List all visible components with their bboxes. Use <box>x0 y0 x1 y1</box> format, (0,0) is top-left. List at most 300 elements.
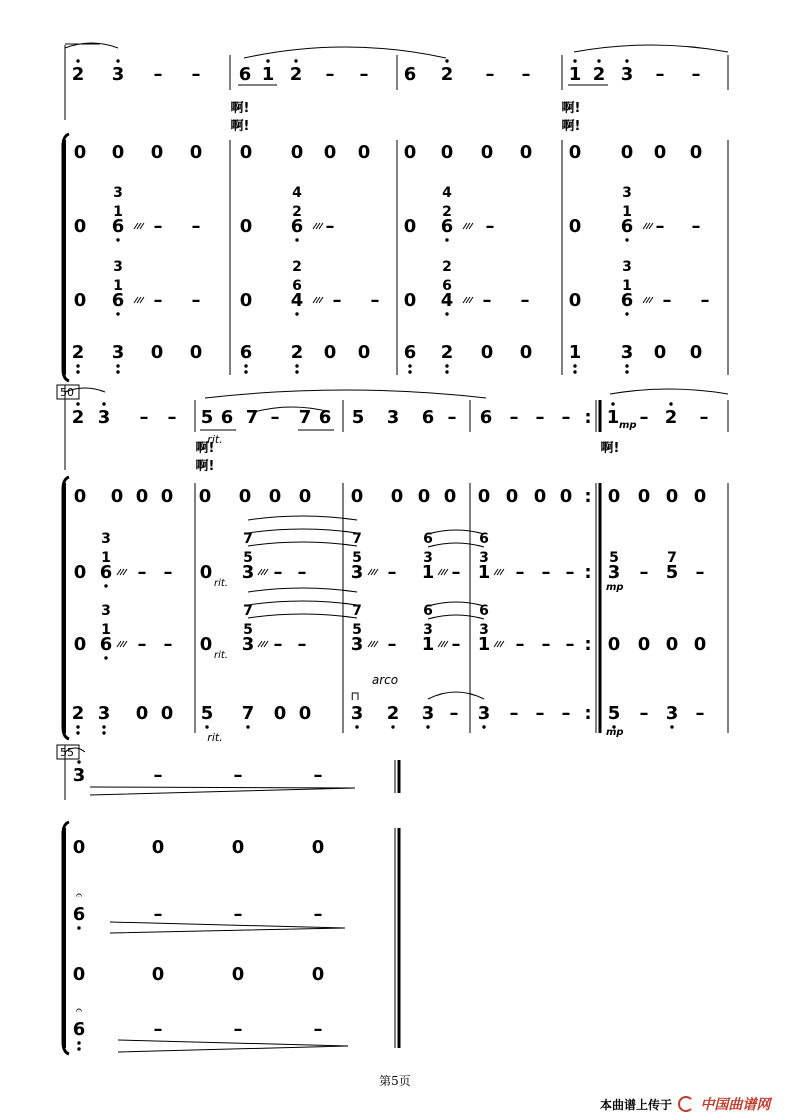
note: 6 <box>72 1019 86 1040</box>
credit-site-name[interactable]: 中国曲谱网 <box>700 1097 771 1113</box>
text: – <box>695 703 705 724</box>
note: 6 <box>72 904 86 925</box>
rest: 0 <box>111 142 125 163</box>
text: – <box>191 64 201 85</box>
text: – <box>655 64 665 85</box>
chord-note: 3 <box>423 550 433 566</box>
high-octave-dot <box>76 59 79 62</box>
chord-note: 6 <box>292 278 302 294</box>
chord-note: 5 <box>609 550 619 566</box>
rest: 0 <box>72 964 86 985</box>
chord-note: 2 <box>442 259 452 275</box>
note: 1 <box>477 562 491 583</box>
low-octave-dot <box>482 725 485 728</box>
chord-note: 2 <box>292 259 302 275</box>
text: – <box>691 216 701 237</box>
page-number: 第5页 <box>379 1074 411 1088</box>
lyric: 啊! <box>600 441 620 456</box>
high-octave-dot <box>266 59 269 62</box>
note: 3 <box>620 342 634 363</box>
rest: 0 <box>480 142 494 163</box>
text: – <box>359 64 369 85</box>
chord-note: 3 <box>622 185 632 201</box>
text: – <box>515 634 525 655</box>
tie <box>248 529 357 533</box>
note: 5 <box>351 407 365 428</box>
low-octave-dot <box>244 364 247 367</box>
note: 2 <box>71 407 85 428</box>
rest: 0 <box>268 486 282 507</box>
chord-note: 6 <box>423 603 433 619</box>
rest: 0 <box>693 634 707 655</box>
note: 2 <box>440 342 454 363</box>
rest: 0 <box>72 837 86 858</box>
low-octave-dot <box>116 370 119 373</box>
low-octave-dot <box>104 584 107 587</box>
text: – <box>270 407 280 428</box>
chord-note: 4 <box>442 185 452 201</box>
slur <box>244 47 446 58</box>
note: 2 <box>289 64 303 85</box>
rest: 0 <box>443 486 457 507</box>
note: 1 <box>261 64 275 85</box>
low-octave-dot <box>445 238 448 241</box>
chord-note: 1 <box>622 204 632 220</box>
down-bow-mark: ⊓ <box>350 689 360 703</box>
low-octave-dot <box>295 364 298 367</box>
rest: 0 <box>505 486 519 507</box>
high-octave-dot <box>611 402 614 405</box>
low-octave-dot <box>625 370 628 373</box>
repeat-dots: : <box>584 703 592 724</box>
note: 1 <box>568 342 582 363</box>
rest: 0 <box>519 142 533 163</box>
note: 6 <box>220 407 234 428</box>
note: 1 <box>568 64 582 85</box>
text: – <box>485 64 495 85</box>
measure-number: 55 <box>60 746 74 759</box>
text: – <box>137 562 147 583</box>
note: 6 <box>620 290 634 311</box>
chord-note: 4 <box>292 185 302 201</box>
tie <box>428 615 484 619</box>
low-octave-dot <box>408 364 411 367</box>
text: – <box>509 407 519 428</box>
note: 2 <box>440 64 454 85</box>
rest: 0 <box>110 486 124 507</box>
rit-marking: rit. <box>207 731 223 744</box>
low-octave-dot <box>426 725 429 728</box>
rest: 0 <box>189 142 203 163</box>
high-octave-dot <box>445 59 448 62</box>
upload-credit <box>600 1094 770 1114</box>
note: 1 <box>421 562 435 583</box>
tie <box>248 542 357 546</box>
rest: 0 <box>198 486 212 507</box>
rest: 0 <box>311 964 325 985</box>
low-octave-dot <box>408 370 411 373</box>
rest: 0 <box>273 703 287 724</box>
chord-note: 1 <box>101 622 111 638</box>
tie <box>428 530 484 534</box>
note: 3 <box>350 634 364 655</box>
note: 6 <box>403 342 417 363</box>
chord-note: 7 <box>243 603 253 619</box>
high-octave-dot <box>669 402 672 405</box>
text: – <box>535 407 545 428</box>
note: 6 <box>239 342 253 363</box>
note: 1 <box>606 407 620 428</box>
text: – <box>233 1019 243 1040</box>
lyric: 啊! <box>230 101 250 116</box>
rest: 0 <box>519 342 533 363</box>
diminuendo-hairpin <box>118 1040 348 1052</box>
text: – <box>387 562 397 583</box>
dynamic-mp: mp <box>606 582 624 593</box>
low-octave-dot <box>116 312 119 315</box>
text: – <box>449 703 459 724</box>
low-octave-dot <box>77 926 80 929</box>
rest: 0 <box>390 486 404 507</box>
rest: 0 <box>653 142 667 163</box>
text: – <box>695 562 705 583</box>
rest: 0 <box>231 964 245 985</box>
note: 4 <box>290 290 304 311</box>
note: 6 <box>111 290 125 311</box>
note: 3 <box>607 562 621 583</box>
low-octave-dot <box>77 1047 80 1050</box>
chord-note: 3 <box>479 550 489 566</box>
high-octave-dot <box>294 59 297 62</box>
text: – <box>639 562 649 583</box>
text: – <box>167 407 177 428</box>
repeat-dots: : <box>584 562 592 583</box>
rest: 0 <box>357 342 371 363</box>
rest: 0 <box>357 142 371 163</box>
low-octave-dot <box>445 370 448 373</box>
rest: 0 <box>160 486 174 507</box>
text: – <box>325 64 335 85</box>
note: 3 <box>97 407 111 428</box>
rest: 0 <box>290 142 304 163</box>
diminuendo-hairpin <box>110 922 345 933</box>
rest: 0 <box>73 216 87 237</box>
text: – <box>297 562 307 583</box>
rest: 0 <box>73 486 87 507</box>
low-octave-dot <box>391 725 394 728</box>
rest: 0 <box>323 342 337 363</box>
low-octave-dot <box>445 312 448 315</box>
text: – <box>313 765 323 786</box>
rest: 0 <box>150 142 164 163</box>
text: – <box>153 1019 163 1040</box>
rest: 0 <box>160 703 174 724</box>
note: 1 <box>421 634 435 655</box>
note: 5 <box>665 562 679 583</box>
note: 3 <box>477 703 491 724</box>
rest: 0 <box>607 486 621 507</box>
low-octave-dot <box>573 370 576 373</box>
text: – <box>485 216 495 237</box>
note: 6 <box>440 216 454 237</box>
rest: 0 <box>73 562 87 583</box>
rest: 0 <box>151 837 165 858</box>
text: – <box>273 634 283 655</box>
rest: 0 <box>239 216 253 237</box>
text: – <box>700 290 710 311</box>
fermata: 𝄐 <box>75 888 83 902</box>
rest: 0 <box>665 634 679 655</box>
rest: 0 <box>199 562 213 583</box>
text: – <box>191 290 201 311</box>
rest: 0 <box>477 486 491 507</box>
text: – <box>153 904 163 925</box>
low-octave-dot <box>76 725 79 728</box>
lyric: 啊! <box>195 459 215 474</box>
note: 3 <box>350 703 364 724</box>
text: – <box>521 64 531 85</box>
text: – <box>561 703 571 724</box>
high-octave-dot <box>102 402 105 405</box>
low-octave-dot <box>244 370 247 373</box>
low-octave-dot <box>76 370 79 373</box>
chord-note: 2 <box>292 204 302 220</box>
note: 6 <box>99 562 113 583</box>
text: – <box>153 290 163 311</box>
text: – <box>520 290 530 311</box>
rit-marking: rit. <box>214 650 228 661</box>
rest: 0 <box>637 634 651 655</box>
rit-marking: rit. <box>214 578 228 589</box>
text: – <box>332 290 342 311</box>
rest: 0 <box>135 486 149 507</box>
text: – <box>153 765 163 786</box>
high-octave-dot <box>77 760 80 763</box>
note: 3 <box>241 634 255 655</box>
chord-note: 5 <box>243 550 253 566</box>
note: 3 <box>386 407 400 428</box>
text: – <box>387 634 397 655</box>
text: – <box>691 64 701 85</box>
tie <box>428 543 484 547</box>
low-octave-dot <box>102 725 105 728</box>
chord-note: 5 <box>243 622 253 638</box>
chord-note: 1 <box>113 204 123 220</box>
note: 6 <box>290 216 304 237</box>
tie <box>248 614 357 618</box>
rest: 0 <box>559 486 573 507</box>
note: 3 <box>111 342 125 363</box>
text: – <box>313 904 323 925</box>
chord-note: 6 <box>423 531 433 547</box>
note: 7 <box>298 407 312 428</box>
text: – <box>515 562 525 583</box>
low-octave-dot <box>77 1041 80 1044</box>
chord-note: 2 <box>442 204 452 220</box>
text: – <box>137 634 147 655</box>
rest: 0 <box>417 486 431 507</box>
rest: 0 <box>239 290 253 311</box>
low-octave-dot <box>295 370 298 373</box>
note: 3 <box>97 703 111 724</box>
chord-note: 3 <box>622 259 632 275</box>
rest: 0 <box>568 216 582 237</box>
text: – <box>655 216 665 237</box>
low-octave-dot <box>355 725 358 728</box>
chord-note: 1 <box>101 550 111 566</box>
rest: 0 <box>568 290 582 311</box>
slur <box>610 389 728 394</box>
chord-note: 3 <box>101 603 111 619</box>
rest: 0 <box>239 142 253 163</box>
rest: 0 <box>189 342 203 363</box>
text: – <box>191 216 201 237</box>
note: 2 <box>592 64 606 85</box>
tie <box>428 602 484 606</box>
note: 6 <box>479 407 493 428</box>
low-octave-dot <box>205 725 208 728</box>
low-octave-dot <box>76 364 79 367</box>
note: 6 <box>99 634 113 655</box>
text: – <box>451 634 461 655</box>
note: 6 <box>620 216 634 237</box>
diminuendo-hairpin <box>90 787 355 795</box>
text: – <box>153 64 163 85</box>
chord-note: 7 <box>243 531 253 547</box>
rest: 0 <box>311 837 325 858</box>
text: – <box>639 703 649 724</box>
text: – <box>451 562 461 583</box>
note: 6 <box>403 64 417 85</box>
high-octave-dot <box>597 59 600 62</box>
rest: 0 <box>151 964 165 985</box>
text: – <box>541 634 551 655</box>
note: 6 <box>421 407 435 428</box>
text: – <box>561 407 571 428</box>
chord-note: 5 <box>352 550 362 566</box>
text: – <box>233 904 243 925</box>
chord-note: 7 <box>352 603 362 619</box>
low-octave-dot <box>246 725 249 728</box>
rest: 0 <box>323 142 337 163</box>
note: 3 <box>350 562 364 583</box>
chord-note: 1 <box>622 278 632 294</box>
low-octave-dot <box>295 238 298 241</box>
chord-note: 6 <box>442 278 452 294</box>
text: – <box>297 634 307 655</box>
note: 5 <box>200 703 214 724</box>
low-octave-dot <box>625 238 628 241</box>
tie <box>248 601 357 605</box>
repeat-dots: : <box>584 407 592 428</box>
note: 2 <box>386 703 400 724</box>
tie <box>248 588 357 592</box>
rest: 0 <box>73 142 87 163</box>
repeat-dots: : <box>584 486 592 507</box>
lyric: 啊! <box>561 119 581 134</box>
note: 4 <box>440 290 454 311</box>
rest: 0 <box>568 142 582 163</box>
low-octave-dot <box>104 656 107 659</box>
low-octave-dot <box>295 312 298 315</box>
low-octave-dot <box>625 364 628 367</box>
text: – <box>153 216 163 237</box>
note: 7 <box>241 703 255 724</box>
dynamic-mp: mp <box>606 727 624 738</box>
text: – <box>273 562 283 583</box>
note: 3 <box>421 703 435 724</box>
rit-marking: rit. <box>207 433 223 446</box>
text: – <box>535 703 545 724</box>
note: 7 <box>245 407 259 428</box>
rest: 0 <box>403 216 417 237</box>
arco-marking: arco <box>371 673 399 687</box>
rest: 0 <box>403 142 417 163</box>
repeat-dots: : <box>584 634 592 655</box>
slur <box>205 390 486 398</box>
rest: 0 <box>440 142 454 163</box>
high-octave-dot <box>573 59 576 62</box>
rest: 0 <box>693 486 707 507</box>
note: 6 <box>318 407 332 428</box>
note: 2 <box>71 703 85 724</box>
text: – <box>163 634 173 655</box>
high-octave-dot <box>76 402 79 405</box>
note: 1 <box>477 634 491 655</box>
text: – <box>509 703 519 724</box>
chord-note: 1 <box>113 278 123 294</box>
rest: 0 <box>199 634 213 655</box>
rest: 0 <box>298 703 312 724</box>
rest: 0 <box>480 342 494 363</box>
text: – <box>163 562 173 583</box>
slur <box>574 45 728 52</box>
note: 3 <box>665 703 679 724</box>
measure-number: 50 <box>60 386 74 399</box>
chord-note: 6 <box>479 603 489 619</box>
rest: 0 <box>689 342 703 363</box>
rest: 0 <box>533 486 547 507</box>
rest: 0 <box>403 290 417 311</box>
rest: 0 <box>135 703 149 724</box>
note: 2 <box>664 407 678 428</box>
rest: 0 <box>298 486 312 507</box>
chord-note: 5 <box>352 622 362 638</box>
site-logo-icon <box>678 1096 694 1112</box>
text: – <box>699 407 709 428</box>
text: – <box>541 562 551 583</box>
low-octave-dot <box>102 731 105 734</box>
note: 2 <box>71 342 85 363</box>
tie <box>428 692 484 699</box>
note: 5 <box>607 703 621 724</box>
chord-note: 7 <box>352 531 362 547</box>
low-octave-dot <box>116 364 119 367</box>
lyric: 啊! <box>230 119 250 134</box>
note: 3 <box>241 562 255 583</box>
note: 6 <box>238 64 252 85</box>
fermata: 𝄐 <box>75 1003 83 1017</box>
rest: 0 <box>150 342 164 363</box>
credit-prefix: 本曲谱上传于 <box>600 1098 673 1112</box>
lyric: 啊! <box>561 101 581 116</box>
text: – <box>233 765 243 786</box>
tie <box>248 516 357 520</box>
dynamic-mp: mp <box>619 420 637 431</box>
rest: 0 <box>637 486 651 507</box>
high-octave-dot <box>625 59 628 62</box>
high-octave-dot <box>116 59 119 62</box>
